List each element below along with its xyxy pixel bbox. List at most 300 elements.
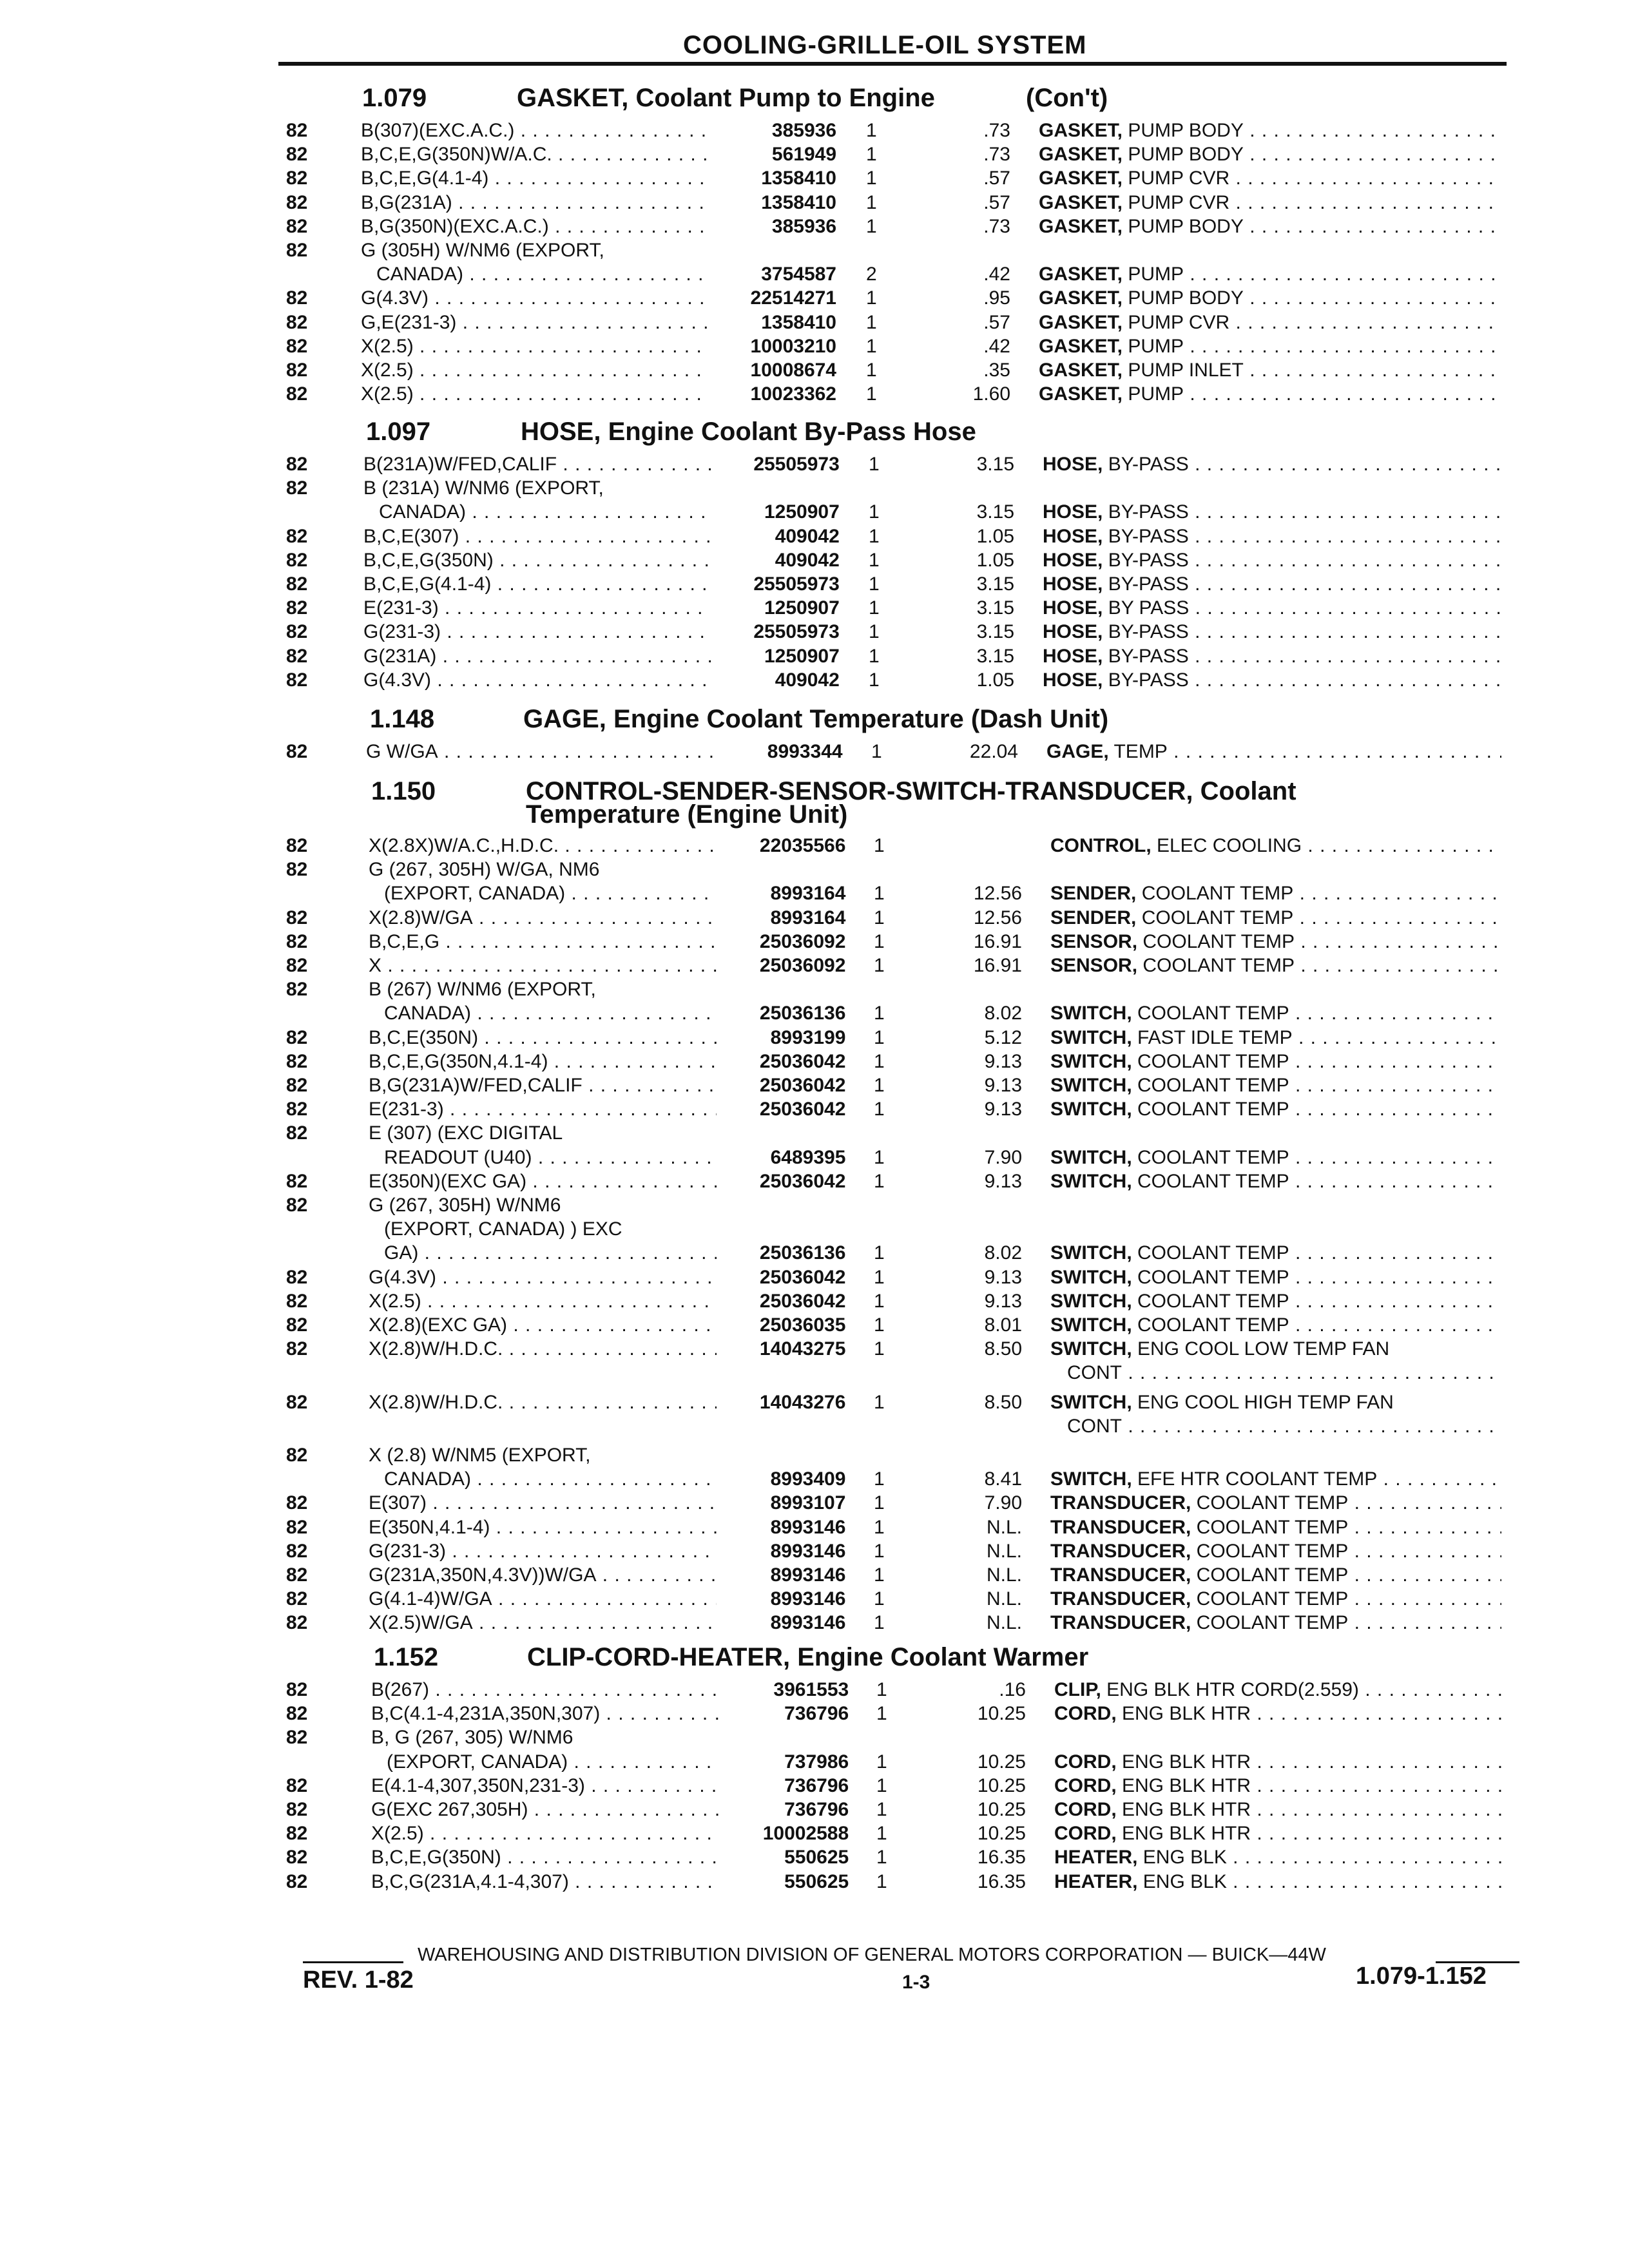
part-noun: HOSE, [1043,549,1103,571]
quantity: 1 [876,1799,887,1820]
application: GA) . . . [384,1242,717,1264]
part-detail: COOLANT TEMP [1137,955,1295,976]
quantity: 1 [874,955,885,976]
list-price: 1.05 [976,525,1014,547]
part-detail: COOLANT TEMP [1136,907,1294,928]
part-number: 3961553 [773,1679,849,1700]
list-price: 3.15 [976,645,1014,667]
application: X(2.8)W/H.D.C. . . . [369,1338,717,1360]
model-year: 82 [286,1564,308,1586]
application: X (2.8) W/NM5 (EXPORT, [369,1445,591,1466]
quantity: 1 [876,1870,887,1892]
model-year: 82 [286,907,308,928]
part-noun: GASKET, [1039,264,1123,285]
table-row [0,1588,1629,1612]
part-description [1043,526,1501,548]
list-price: N.L. [986,1516,1022,1538]
part-description [1054,1703,1501,1725]
list-price: 22.04 [969,741,1018,762]
list-price: .42 [983,335,1010,357]
part-number: 385936 [771,215,836,237]
part-noun: SENSOR, [1050,955,1138,976]
part-detail: ELEC COOLING [1151,835,1302,856]
table-row [0,383,1629,407]
application: E(350N,4.1-4) . . . [369,1517,717,1539]
model-year: 82 [286,144,308,166]
header-rule [278,62,1507,66]
list-price: 9.13 [984,1050,1022,1072]
application: G (267, 305H) W/GA, NM6 [369,859,600,881]
part-number: 409042 [775,525,840,547]
section-number: 1.152 [374,1643,439,1671]
table-row [0,1703,1629,1727]
application: CANADA) . . . [384,1468,717,1490]
part-detail: BY-PASS [1103,669,1189,691]
table-row [0,1871,1629,1895]
model-year: 82 [286,549,308,571]
part-description [1039,336,1501,358]
part-description [1050,1564,1501,1586]
part-detail: PUMP CVR [1123,311,1230,333]
table-row [0,907,1629,931]
part-description [1050,907,1501,929]
section-number: 1.097 [366,418,431,446]
table-row [0,1027,1629,1051]
part-number: 25036042 [759,1050,846,1072]
part-noun: TRANSDUCER, [1050,1516,1191,1538]
part-noun: SENDER, [1050,907,1137,928]
model-year: 82 [286,573,308,595]
part-detail: BY-PASS [1103,573,1189,595]
application: B,C(4.1-4,231A,350N,307) . . . [371,1703,720,1725]
list-price: 8.01 [984,1314,1022,1336]
model-year: 82 [286,215,308,237]
part-description [1046,741,1501,763]
table-row [0,1075,1629,1099]
list-price: 3.15 [976,621,1014,643]
quantity: 1 [876,1847,887,1869]
model-year: 82 [286,1847,308,1869]
part-noun: CORD, [1054,1774,1117,1796]
part-description [1043,573,1501,595]
application: G(231A) . . . [363,646,711,668]
part-detail: BY-PASS [1103,549,1189,571]
table-row [0,216,1629,240]
part-description [1054,1775,1501,1797]
footer-page-number: 1-3 [902,1972,930,1993]
section-title: GASKET, Coolant Pump to Engine [517,84,935,112]
part-noun: GASKET, [1039,383,1123,405]
part-number: 25505973 [753,573,840,595]
part-detail: PUMP INLET [1123,360,1244,381]
application: X(2.8)(EXC GA) . . . [369,1314,717,1336]
list-price: .57 [983,168,1010,189]
quantity: 1 [866,144,877,166]
section-title: CLIP-CORD-HEATER, Engine Coolant Warmer [527,1643,1089,1671]
quantity: 1 [876,1679,887,1700]
quantity: 1 [874,1516,885,1538]
model-year: 82 [286,287,308,309]
part-noun: HOSE, [1043,597,1103,619]
model-year: 82 [286,168,308,189]
list-price: 9.13 [984,1099,1022,1120]
part-description [1050,835,1501,857]
model-year: 82 [286,1391,308,1413]
part-description [1043,646,1501,668]
part-number: 25036092 [759,955,846,976]
part-noun: SWITCH, [1050,1099,1132,1120]
table-row [0,1195,1629,1267]
list-price: .73 [983,120,1010,141]
section-title-line2: Temperature (Engine Unit) [526,800,848,829]
application: X(2.5) . . . [361,360,708,381]
quantity: 1 [866,311,877,333]
model-year: 82 [286,360,308,381]
part-number: 6489395 [770,1146,846,1168]
part-detail: BY-PASS [1103,645,1189,667]
part-description [1039,192,1501,214]
model-year: 82 [286,955,308,976]
application: E(350N)(EXC GA) . . . [369,1171,717,1193]
part-detail: EFE HTR COOLANT TEMP [1132,1468,1378,1490]
part-noun: CORD, [1054,1799,1117,1820]
application: B,C,E(307) . . . [363,526,711,548]
list-price: 9.13 [984,1075,1022,1096]
application: G(231-3) . . . [369,1541,717,1562]
model-year: 82 [286,383,308,405]
part-number: 1250907 [764,597,840,619]
part-number: 10002588 [762,1823,849,1845]
quantity: 1 [874,1492,885,1514]
part-number: 25036136 [759,1242,846,1264]
table-row [0,1392,1629,1439]
table-row [0,1775,1629,1799]
part-detail: ENG COOL LOW TEMP FAN [1132,1338,1390,1360]
application: X(2.8)W/H.D.C. . . . [369,1392,717,1414]
quantity: 1 [874,835,885,856]
application: CANADA) . . . [379,501,711,523]
part-description [1050,1541,1501,1562]
list-price: 9.13 [984,1266,1022,1288]
page-title: COOLING-GRILLE-OIL SYSTEM [683,31,1087,59]
part-detail: TEMP [1108,741,1168,762]
quantity: 1 [876,1774,887,1796]
part-detail: PUMP BODY [1123,215,1244,237]
part-description [1050,1338,1501,1360]
quantity: 1 [866,120,877,141]
part-number: 10023362 [750,383,836,405]
part-number: 1358410 [761,191,836,213]
part-number: 3754587 [761,264,836,285]
application: B,C,E,G(350N)W/A.C. . . . [361,144,708,166]
list-price: .35 [983,360,1010,381]
part-noun: GASKET, [1039,287,1123,309]
application: CANADA) . . . [376,264,708,285]
application: G(4.1-4)W/GA . . . [369,1588,717,1610]
application: B,C,E,G(4.1-4) . . . [363,573,711,595]
model-year: 82 [286,240,308,261]
list-price: 8.02 [984,1003,1022,1024]
quantity: 1 [869,621,880,643]
part-description [1050,1099,1501,1120]
quantity: 1 [866,335,877,357]
quantity: 2 [866,264,877,285]
part-noun: TRANSDUCER, [1050,1612,1191,1634]
model-year: 82 [286,1075,308,1096]
part-description [1050,1392,1501,1414]
part-number: 8993146 [770,1612,846,1634]
part-noun: HOSE, [1043,454,1103,475]
part-number: 561949 [771,144,836,166]
quantity: 1 [874,1242,885,1264]
model-year: 82 [286,1026,308,1048]
quantity: 1 [874,1146,885,1168]
part-number: 385936 [771,120,836,141]
part-number: 8993409 [770,1468,846,1490]
application: B,C,E,G . . . [369,931,717,953]
model-year: 82 [286,1099,308,1120]
quantity: 1 [866,215,877,237]
model-year: 82 [286,930,308,952]
part-noun: GASKET, [1039,120,1123,141]
part-detail: BY-PASS [1103,621,1189,643]
application: B(307)(EXC.A.C.) . . . [361,120,708,142]
application: E(4.1-4,307,350N,231-3) . . . [371,1775,720,1797]
application: (EXPORT, CANADA) . . . [384,883,717,905]
section-continued: (Con't) [1026,84,1108,112]
model-year: 82 [286,1516,308,1538]
part-noun: GASKET, [1039,335,1123,357]
list-price: 3.15 [976,597,1014,619]
part-description [1043,597,1501,619]
part-description [1043,669,1501,691]
part-description [1039,264,1501,285]
part-number: 22035566 [759,835,846,856]
part-noun: HOSE, [1043,645,1103,667]
part-number: 736796 [784,1799,849,1820]
part-number: 8993344 [767,741,843,762]
part-number: 14043275 [759,1338,846,1360]
quantity: 1 [869,597,880,619]
part-description [1039,287,1501,309]
quantity: 1 [866,287,877,309]
model-year: 82 [286,477,308,499]
part-number: 550625 [784,1870,849,1892]
part-description [1054,1679,1501,1701]
footer-rule-left [303,1961,403,1963]
part-detail: PUMP BODY [1123,287,1244,309]
part-description [1054,1823,1501,1845]
application: X . . . [369,955,717,977]
part-description [1050,1492,1501,1514]
part-noun: SWITCH, [1050,1338,1132,1360]
part-noun: HEATER, [1054,1847,1138,1869]
model-year: 82 [286,525,308,547]
part-number: 25036042 [759,1290,846,1312]
model-year: 82 [286,1122,308,1144]
part-description [1039,383,1501,405]
part-description [1050,1242,1501,1264]
table-row [0,1847,1629,1870]
quantity: 1 [869,454,880,475]
list-price: .16 [999,1679,1026,1700]
quantity: 1 [874,1588,885,1610]
quantity: 1 [874,1075,885,1096]
part-detail: COOLANT TEMP [1191,1492,1349,1514]
part-detail: COOLANT TEMP [1132,1146,1289,1168]
model-year: 82 [286,1703,308,1725]
table-row [0,192,1629,216]
part-noun: CLIP, [1054,1679,1101,1700]
table-row [0,360,1629,383]
model-year: 82 [286,1314,308,1336]
application: (EXPORT, CANADA) ) EXC [384,1218,622,1240]
part-noun: CORD, [1054,1751,1117,1773]
application: G(4.3V) . . . [361,287,708,309]
part-number: 8993107 [770,1492,846,1514]
list-price: 12.56 [973,907,1022,928]
quantity: 1 [874,1266,885,1288]
quantity: 1 [874,1540,885,1562]
application: B,G(231A) . . . [361,192,708,214]
model-year: 82 [286,597,308,619]
table-row [0,454,1629,477]
table-row [0,1291,1629,1314]
part-description [1039,144,1501,166]
part-noun: SWITCH, [1050,1146,1132,1168]
table-row [0,1727,1629,1774]
part-description [1039,120,1501,142]
part-detail: ENG BLK HTR [1116,1703,1251,1725]
part-detail-cont: CONT . . . [1067,1416,1501,1437]
section-title: GAGE, Engine Coolant Temperature (Dash Unit) [523,705,1109,733]
table-row [0,1492,1629,1516]
part-number: 1250907 [764,645,840,667]
part-number: 25505973 [753,621,840,643]
part-number: 1250907 [764,501,840,523]
part-detail: COOLANT TEMP [1132,1290,1289,1312]
table-row [0,597,1629,621]
model-year: 82 [286,1679,308,1700]
part-noun: SWITCH, [1050,1290,1132,1312]
part-detail: COOLANT TEMP [1191,1588,1349,1610]
list-price: .95 [983,287,1010,309]
table-row [0,1051,1629,1075]
part-detail: COOLANT TEMP [1191,1612,1349,1634]
model-year: 82 [286,1445,308,1466]
part-number: 10003210 [750,335,836,357]
table-row [0,1541,1629,1564]
part-noun: SWITCH, [1050,1468,1132,1490]
part-detail: COOLANT TEMP [1191,1564,1349,1586]
table-row [0,669,1629,693]
quantity: 1 [869,573,880,595]
part-detail: COOLANT TEMP [1136,883,1294,905]
table-row [0,621,1629,645]
table-row [0,1612,1629,1636]
part-description [1039,360,1501,381]
model-year: 82 [286,1266,308,1288]
model-year: 82 [286,1727,308,1749]
part-number: 8993164 [770,907,846,928]
application: E (307) (EXC DIGITAL [369,1122,563,1144]
list-price: 9.13 [984,1170,1022,1192]
quantity: 1 [874,1314,885,1336]
part-number: 8993146 [770,1588,846,1610]
quantity: 1 [866,383,877,405]
part-noun: GASKET, [1039,144,1123,166]
quantity: 1 [876,1703,887,1725]
section-title: HOSE, Engine Coolant By-Pass Hose [521,418,976,446]
list-price: .57 [983,191,1010,213]
application: G (305H) W/NM6 (EXPORT, [361,240,604,261]
part-number: 1358410 [761,311,836,333]
part-noun: SWITCH, [1050,1003,1132,1024]
list-price: 3.15 [976,501,1014,523]
table-row [0,835,1629,859]
part-number: 25036136 [759,1003,846,1024]
part-detail: BY-PASS [1103,501,1189,523]
part-number: 550625 [784,1847,849,1869]
list-price: 12.56 [973,883,1022,905]
application: X(2.5) . . . [371,1823,720,1845]
application: E(231-3) . . . [363,597,711,619]
model-year: 82 [286,311,308,333]
part-description [1054,1799,1501,1821]
part-description [1050,1468,1501,1490]
part-number: 409042 [775,669,840,691]
model-year: 82 [286,335,308,357]
list-price: 9.13 [984,1290,1022,1312]
part-detail: ENG BLK HTR [1116,1751,1251,1773]
part-description [1043,550,1501,572]
table-row [0,1445,1629,1492]
application: B,C,E,G(350N) . . . [371,1847,720,1869]
part-noun: TRANSDUCER, [1050,1588,1191,1610]
list-price: 8.50 [984,1391,1022,1413]
table-row [0,741,1629,765]
application: B,C,E,G(350N,4.1-4) . . . [369,1051,717,1073]
model-year: 82 [286,859,308,881]
part-noun: HOSE, [1043,669,1103,691]
table-row [0,526,1629,550]
quantity: 1 [869,669,880,691]
application: X(2.5)W/GA . . . [369,1612,717,1634]
list-price: 1.05 [976,669,1014,691]
model-year: 82 [286,1290,308,1312]
part-description [1050,955,1501,977]
list-price: 10.25 [977,1774,1026,1796]
application: (EXPORT, CANADA) . . . [387,1751,720,1773]
model-year: 82 [286,979,308,1001]
list-price: 5.12 [984,1026,1022,1048]
list-price: N.L. [986,1564,1022,1586]
model-year: 82 [286,191,308,213]
section-title: CONTROL-SENDER-SENSOR-SWITCH-TRANSDUCER, Coolant [526,777,1296,805]
model-year: 82 [286,621,308,643]
application: CANADA) . . . [384,1003,717,1024]
part-detail: PUMP BODY [1123,120,1244,141]
table-row [0,144,1629,168]
list-price: 10.25 [977,1799,1026,1820]
application: X(2.5) . . . [361,383,708,405]
part-description [1050,1612,1501,1634]
part-noun: TRANSDUCER, [1050,1492,1191,1514]
quantity: 1 [874,1026,885,1048]
quantity: 1 [874,1003,885,1024]
quantity: 1 [874,1338,885,1360]
table-row [0,120,1629,144]
